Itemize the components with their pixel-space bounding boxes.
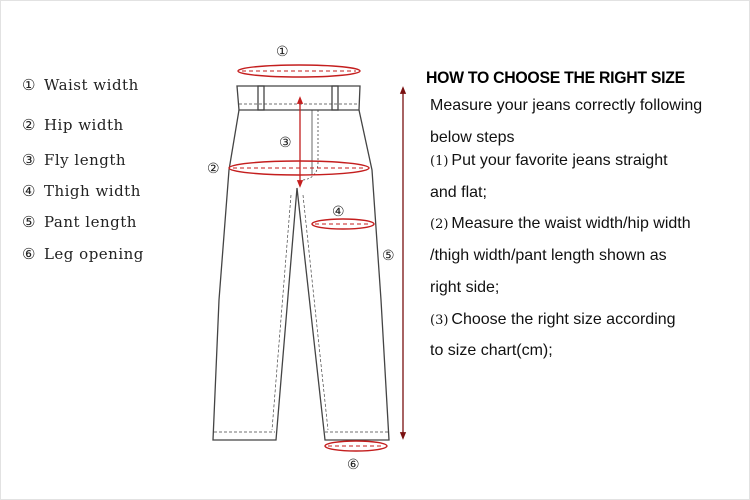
- legend-label: Thigh width: [43, 182, 141, 200]
- hip-label: ②: [207, 161, 220, 177]
- legend-label: Hip width: [43, 116, 124, 134]
- legend-number: ③: [22, 151, 36, 169]
- step-1-line-1: [430, 152, 668, 170]
- legend-label: Pant length: [43, 213, 137, 231]
- step-3-line-1: [430, 311, 676, 329]
- intro-line-1: Measure your jeans correctly following: [430, 97, 703, 114]
- legend-label: Leg opening: [43, 245, 144, 263]
- step-number: (1): [430, 154, 449, 169]
- step-text: Choose the right size according: [451, 311, 676, 328]
- fly-label: ③: [279, 135, 292, 151]
- waist-label: ①: [276, 44, 289, 60]
- opening-label: ⑥: [347, 457, 360, 473]
- legend-number: ⑥: [22, 245, 36, 263]
- step-text: Put your favorite jeans straight: [451, 152, 668, 169]
- step-number: (3): [430, 313, 449, 328]
- thigh-label: ④: [332, 204, 345, 220]
- legend-number: ④: [22, 182, 36, 200]
- intro-line-2: below steps: [430, 129, 515, 146]
- length-label: ⑤: [382, 248, 395, 264]
- step-2-line-3: right side;: [430, 279, 500, 296]
- jeans-outline: [213, 86, 389, 440]
- measurement-marks: [229, 65, 403, 451]
- step-2-line-1: [430, 215, 691, 233]
- legend-number: ⑤: [22, 213, 36, 231]
- step-number: (2): [430, 217, 449, 232]
- legend-number: ②: [22, 116, 36, 134]
- step-3-line-2: to size chart(cm);: [430, 342, 553, 359]
- legend-label: Fly length: [43, 151, 127, 169]
- step-2-line-2: /thigh width/pant length shown as: [430, 247, 667, 264]
- step-text: Measure the waist width/hip width: [451, 215, 691, 232]
- legend-number: ①: [22, 76, 36, 94]
- step-1-line-2: and flat;: [430, 184, 487, 201]
- instructions-title: HOW TO CHOOSE THE RIGHT SIZE: [426, 68, 685, 87]
- legend-label: Waist width: [43, 76, 139, 94]
